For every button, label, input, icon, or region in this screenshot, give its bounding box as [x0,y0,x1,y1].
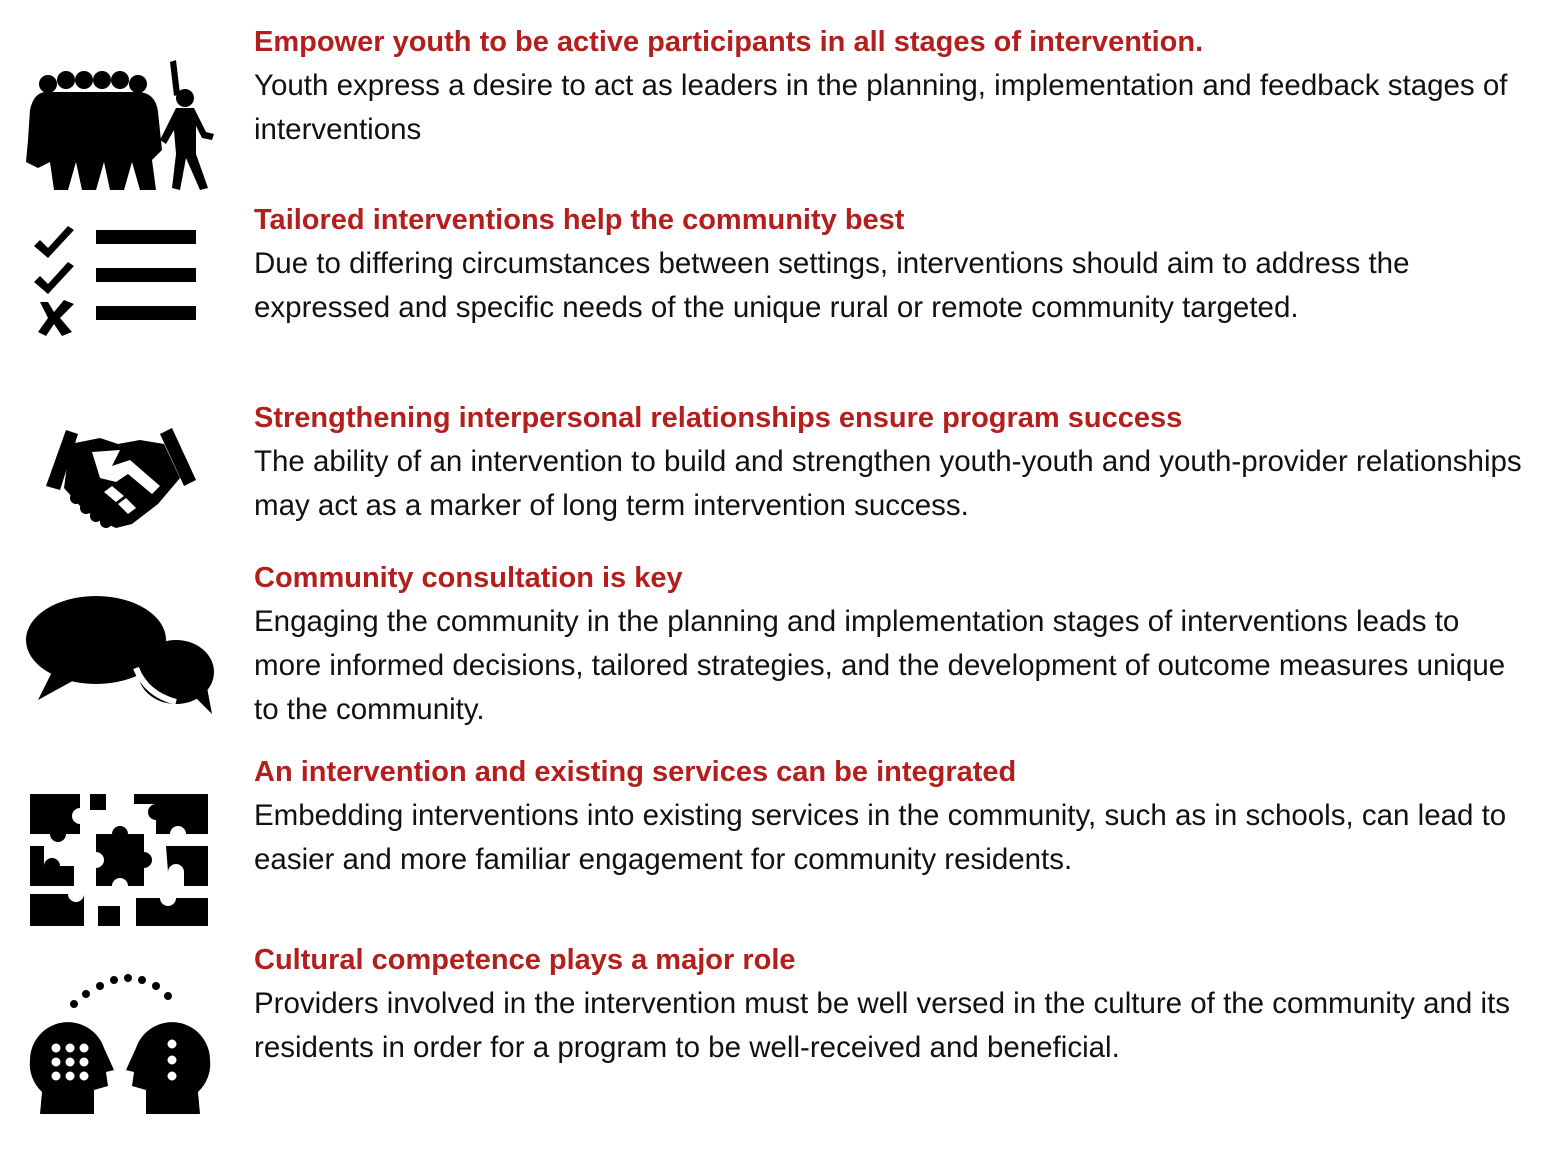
item-body: Due to differing circumstances between settings, interventions should aim to address the expressed and specific needs of the unique rural or remote community targeted. [254,247,1410,324]
item-title: Strengthening interpersonal relationships ensure program success [254,402,1183,434]
crowd-leader-icon [20,50,220,190]
two-heads-icon [20,974,220,1114]
speech-bubbles-icon [20,590,220,730]
item-text [254,750,1524,882]
item-text [254,20,1524,152]
handshake-icon [20,420,220,560]
item-title: Cultural competence plays a major role [254,944,796,976]
item-title: Empower youth to be active participants in all stages of intervention. [254,26,1204,58]
checklist-icon [20,218,220,358]
item-body: The ability of an intervention to build and strengthen youth-youth and youth-provider relationships may act as a marker of long term intervention success. [254,445,1522,522]
item-body: Providers involved in the intervention must be well versed in the culture of the community and its residents in order for a program to be well-received and beneficial. [254,987,1511,1064]
item-title: Tailored interventions help the community best [254,204,905,236]
item-body: Embedding interventions into existing services in the community, such as in schools, can lead to easier and more familiar engagement for community residents. [254,799,1507,876]
item-title: Community consultation is key [254,562,683,594]
item-text [254,938,1524,1070]
item-title: An intervention and existing services can be integrated [254,756,1017,788]
item-text [254,556,1524,732]
item-body: Youth express a desire to act as leaders in the planning, implementation and feedback stages of interventions [254,69,1508,146]
puzzle-pieces-icon [20,790,220,930]
item-text [254,396,1524,528]
item-text [254,198,1524,330]
item-body: Engaging the community in the planning and implementation stages of interventions leads to more informed decisions, tailored strategies, and the development of outcome measures unique to the community. [254,605,1506,726]
